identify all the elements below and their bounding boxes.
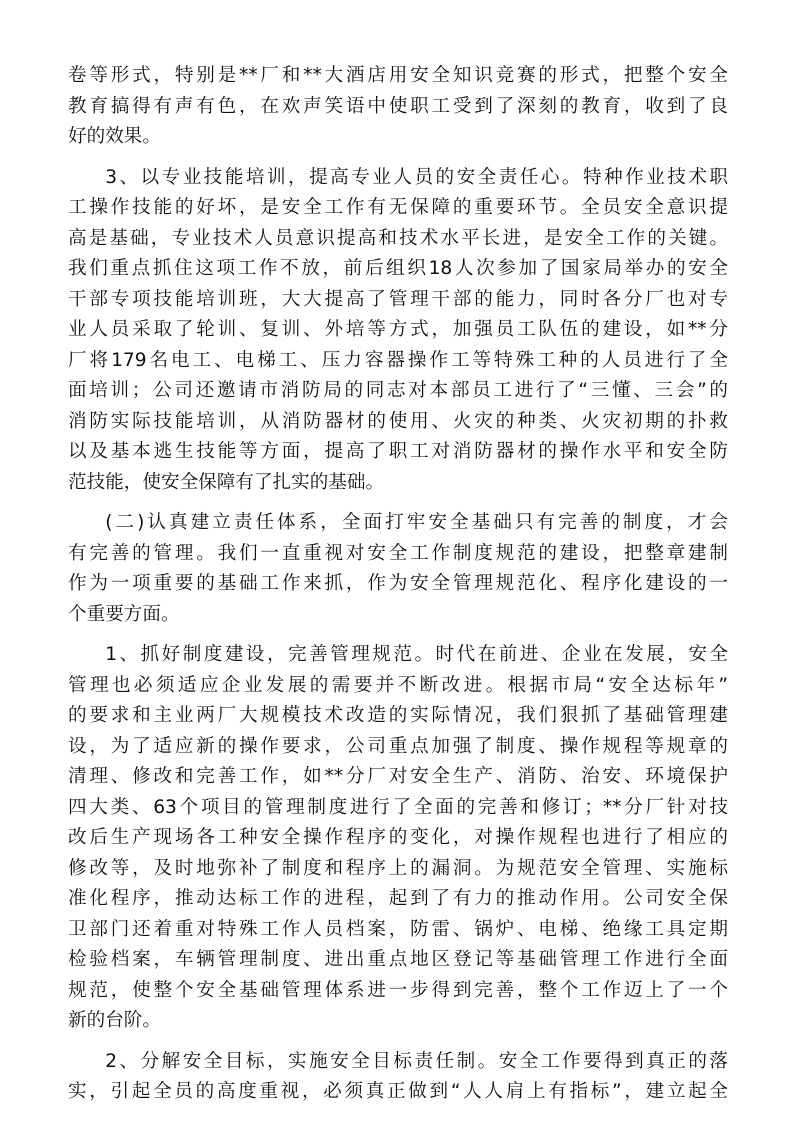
text-line: 的要求和主业两厂大规模技术改造的实际情况，我们狠抓了基础管理建: [68, 705, 728, 726]
text-line: 卫部门还着重对特殊工作人员档案，防雷、锅炉、电梯、绝缘工具定期: [68, 918, 728, 940]
text-line: 1、抓好制度建设，完善管理规范。时代在前进、企业在发展，安全: [105, 644, 728, 665]
text-line: 高是基础，专业技术人员意识提高和技术水平长进，是安全工作的关键。: [68, 227, 728, 249]
text-line: 修改等，及时地弥补了制度和程序上的漏洞。为规范安全管理、实施标: [68, 857, 728, 879]
text-line: 2、分解安全目标，实施安全目标责任制。安全工作要得到真正的落: [105, 1050, 728, 1072]
document-body: [68, 61, 728, 1108]
text-line: 个重要方面。: [68, 603, 180, 625]
text-line: 改后生产现场各工种安全操作程序的变化，对操作规程也进行了相应的: [68, 827, 728, 848]
paragraph-2: [68, 163, 728, 499]
text-line: 作为一项重要的基础工作来抓，作为安全管理规范化、程序化建设的一: [68, 573, 728, 594]
paragraph-4: [68, 640, 728, 1037]
text-line: 业人员采取了轮训、复训、外培等方式，加强员工队伍的建设，如**分: [68, 319, 728, 340]
text-line: 好的效果。: [68, 126, 161, 147]
text-line: 3、以专业技能培训，提高专业人员的安全责任心。特种作业技术职: [105, 166, 728, 188]
text-line: (二)认真建立责任体系，全面打牢安全基础只有完善的制度，才会: [105, 512, 728, 533]
text-line: 管理也必须适应企业发展的需要并不断改进。根据市局“安全达标年”: [68, 674, 728, 696]
text-line: 实，引起全员的高度重视，必须真正做到“人人肩上有指标”，建立起全: [68, 1081, 728, 1102]
paragraph-1: [68, 61, 728, 153]
text-line: 面培训；公司还邀请市消防局的同志对本部员工进行了“三懂、三会”的: [68, 380, 728, 401]
text-line: 准化程序，推动达标工作的进程，起到了有力的推动作用。公司安全保: [68, 888, 728, 909]
text-line: 厂将179名电工、电梯工、压力容器操作工等特殊工种的人员进行了全: [68, 349, 728, 371]
text-line: 干部专项技能培训班，大大提高了管理干部的能力，同时各分厂也对专: [68, 288, 728, 310]
text-line: 新的台阶。: [68, 1010, 161, 1031]
text-line: 卷等形式，特别是**厂和**大酒店用安全知识竞赛的形式，把整个安全: [68, 65, 728, 86]
text-line: 四大类、63个项目的管理制度进行了全面的完善和修订；**分厂针对技: [68, 796, 728, 818]
text-line: 有完善的管理。我们一直重视对安全工作制度规范的建设，把整章建制: [68, 542, 728, 564]
text-line: 规范，使整个安全基础管理体系进一步得到完善，整个工作迈上了一个: [68, 979, 728, 1001]
text-line: 以及基本逃生技能等方面，提高了职工对消防器材的操作水平和安全防: [68, 441, 728, 462]
text-line: 清理、修改和完善工作，如**分厂对安全生产、消防、治安、环境保护: [68, 766, 728, 787]
text-line: 工操作技能的好坏，是安全工作有无保障的重要环节。全员安全意识提: [68, 197, 728, 218]
text-line: 教育搞得有声有色，在欢声笑语中使职工受到了深刻的教育，收到了良: [68, 95, 728, 117]
text-line: 检验档案，车辆管理制度、进出重点地区登记等基础管理工作进行全面: [68, 949, 728, 970]
text-line: 范技能，使安全保障有了扎实的基础。: [68, 471, 385, 493]
text-line: 我们重点抓住这项工作不放，前后组织18人次参加了国家局举办的安全: [68, 258, 728, 279]
text-line: 设，为了适应新的操作要求，公司重点加强了制度、操作规程等规章的: [68, 735, 728, 757]
text-line: 消防实际技能培训，从消防器材的使用、火灾的种类、火灾初期的扑救: [68, 410, 728, 432]
paragraph-3: [68, 508, 728, 630]
paragraph-5: [68, 1047, 728, 1108]
